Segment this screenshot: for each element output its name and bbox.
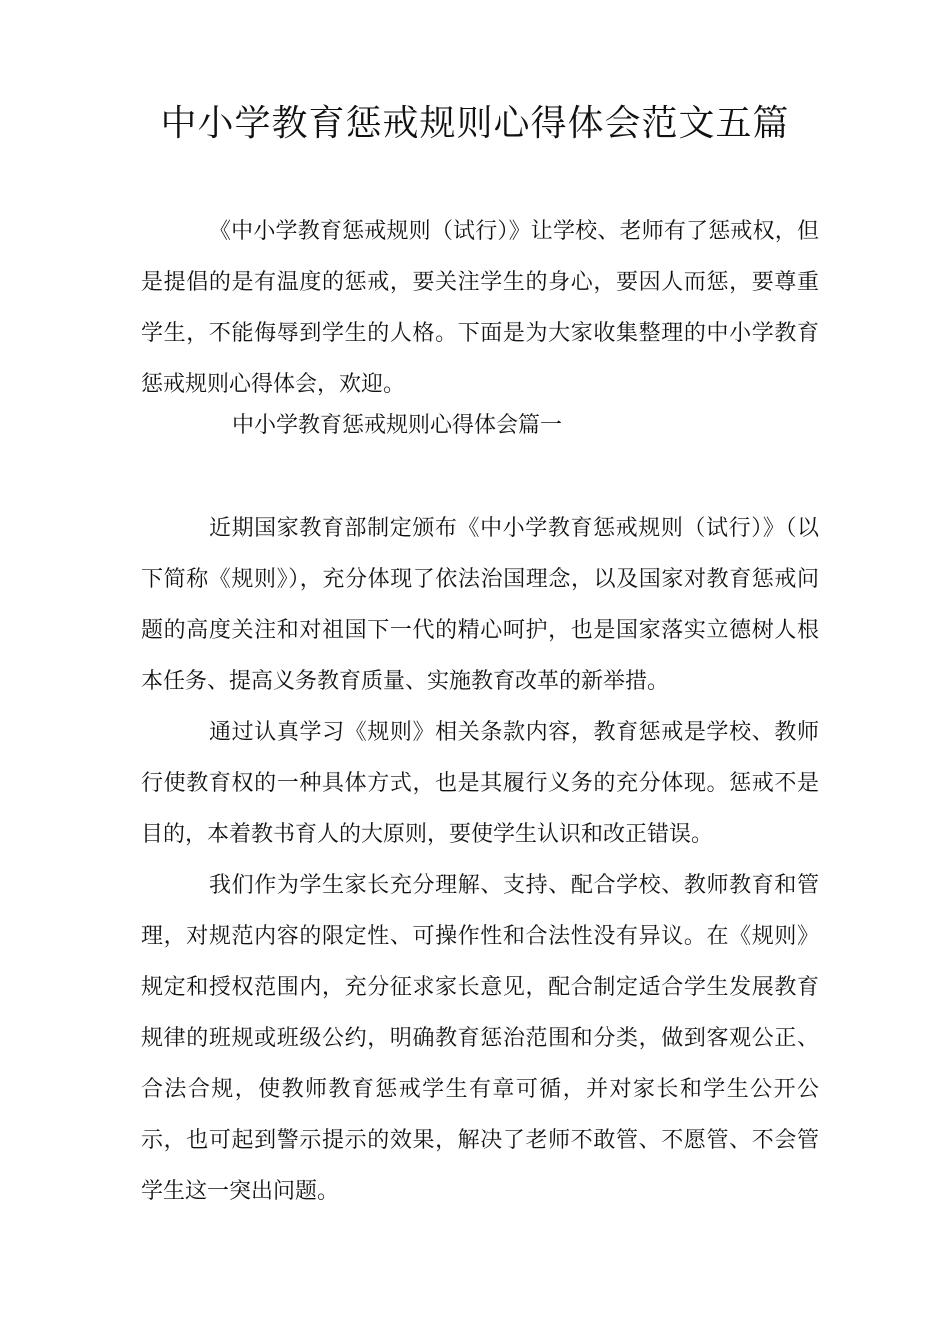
section-body [141,503,819,1217]
body-paragraph: 我们作为学生家长充分理解、支持、配合学校、教师教育和管理，对规范内容的限定性、可操作性和合法性没有异议。在《规则》规定和授权范围内，充分征求家长意见，配合制定适合学生发展教育规律的班规或班级公约，明确教育惩治范围和分类，做到客观公正、合法合规，使教师教育惩戒学生有章可循，并对家长和学生公开公示，也可起到警示提示的效果，解决了老师不敢管、不愿管、不会管学生这一突出问题。 [141,873,819,1204]
body-paragraph: 通过认真学习《规则》相关条款内容，教育惩戒是学校、教师行使教育权的一种具体方式，也是其履行义务的充分体现。惩戒不是目的，本着教书育人的大原则，要使学生认识和改正错误。 [141,720,819,847]
document-title: 中小学教育惩戒规则心得体会范文五篇 [160,103,790,144]
body-paragraph: 近期国家教育部制定颁布《中小学教育惩戒规则（试行）》（以下简称《规则》），充分体现了依法治国理念，以及国家对教育惩戒问题的高度关注和对祖国下一代的精心呵护，也是国家落实立德树人根本任务、提高义务教育质量、实施教育改革的新举措。 [141,516,819,694]
intro-paragraph: 《中小学教育惩戒规则（试行）》让学校、老师有了惩戒权，但是提倡的是有温度的惩戒，要关注学生的身心，要因人而惩，要尊重学生，不能侮辱到学生的人格。下面是为大家收集整理的中小学教育惩戒规则心得体会，欢迎。 [141,219,819,397]
section-heading: 中小学教育惩戒规则心得体会篇一 [232,413,563,438]
